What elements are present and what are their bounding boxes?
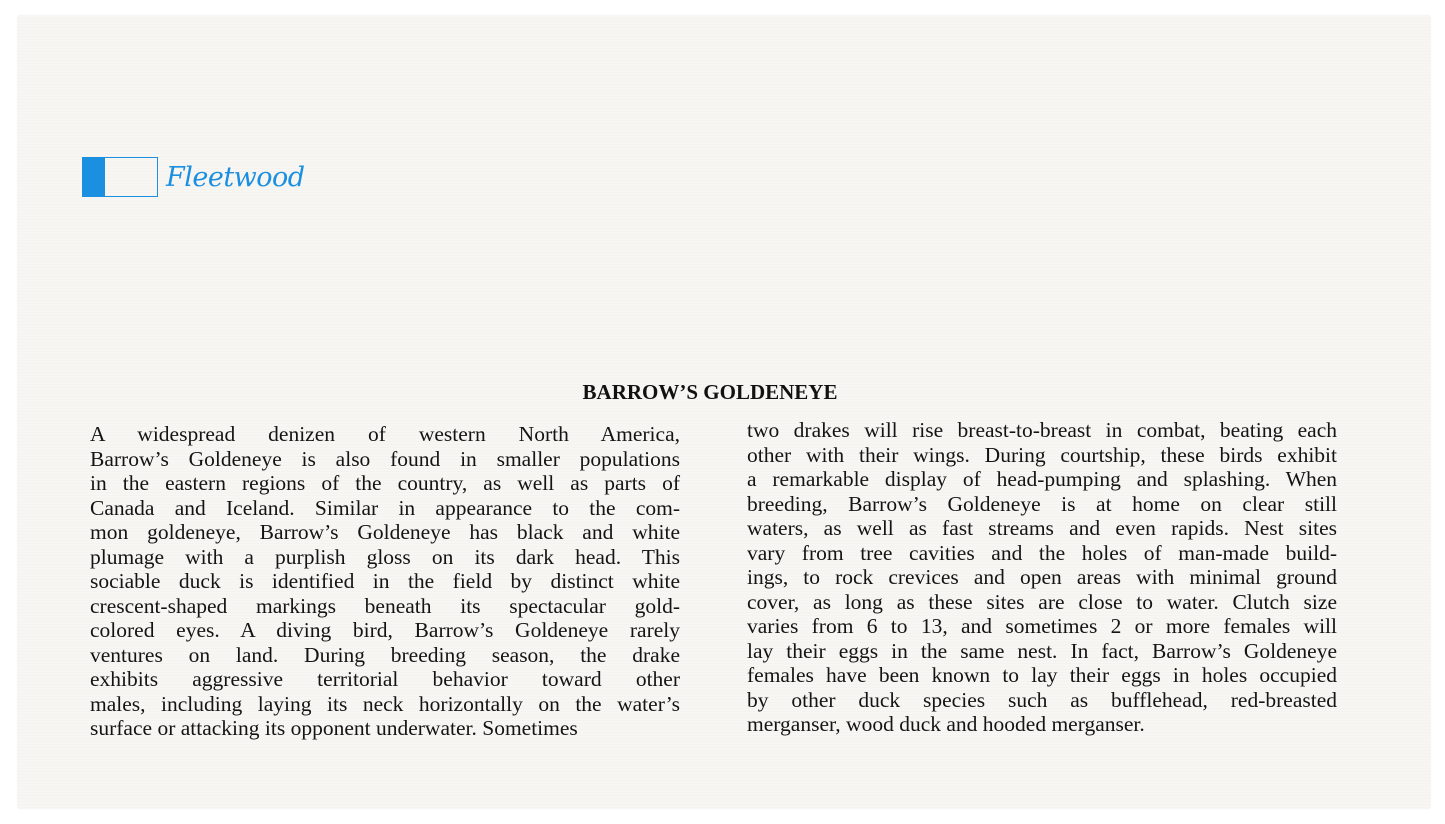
left-text-column [90,422,680,741]
text-line: males, including laying its neck horizontally on the water’s [90,691,680,716]
text-line: colored eyes. A diving bird, Barrow’s Goldeneye rarely [90,618,680,642]
text-line: Barrow’s Goldeneye is also found in smaller populations [90,446,680,471]
text-line: a remarkable display of head-pumping and splashing. When [747,467,1337,491]
text-line: exhibits aggressive territorial behavior toward other [90,667,680,691]
text-line: breeding, Barrow’s Goldeneye is at home on clear still [747,491,1337,516]
text-line: in the eastern regions of the country, as well as parts of [90,471,680,495]
text-line: sociable duck is identified in the field by distinct white [90,569,680,593]
brand-logo [82,157,305,197]
text-line: cover, as long as these sites are close to water. Clutch size [747,589,1337,614]
text-line: crescent-shaped markings beneath its spectacular gold- [90,593,680,618]
text-line: other with their wings. During courtship, these birds exhibit [747,442,1337,467]
text-line: merganser, wood duck and hooded merganser. [747,712,1145,736]
text-line: females have been known to lay their eggs in holes occupied [747,663,1337,687]
text-line: mon goldeneye, Barrow’s Goldeneye has black and white [90,520,680,544]
text-line: surface or attacking its opponent underwater. Sometimes [90,716,578,740]
brand-name: Fleetwood [166,161,305,193]
text-line: ventures on land. During breeding season, the drake [90,642,680,667]
text-line: waters, as well as fast streams and even rapids. Nest sites [747,516,1337,540]
text-line: varies from 6 to 13, and sometimes 2 or more females will [747,614,1337,638]
text-line: by other duck species such as bufflehead, red-breasted [747,687,1337,712]
text-line: ings, to rock crevices and open areas with minimal ground [747,565,1337,589]
logo-fill-block [83,158,105,196]
fleetwood-square-logo-icon [82,157,158,197]
text-line: Canada and Iceland. Similar in appearance to the com- [90,495,680,520]
text-line: vary from tree cavities and the holes of man-made build- [747,540,1337,565]
text-line: A widespread denizen of western North America, [90,422,680,446]
article-title: BARROW’S GOLDENEYE [582,380,838,404]
right-text-column [747,418,1337,737]
text-line: lay their eggs in the same nest. In fact, Barrow’s Goldeneye [747,638,1337,663]
text-line: two drakes will rise breast-to-breast in combat, beating each [747,418,1337,442]
text-line: plumage with a purplish gloss on its dark head. This [90,544,680,569]
